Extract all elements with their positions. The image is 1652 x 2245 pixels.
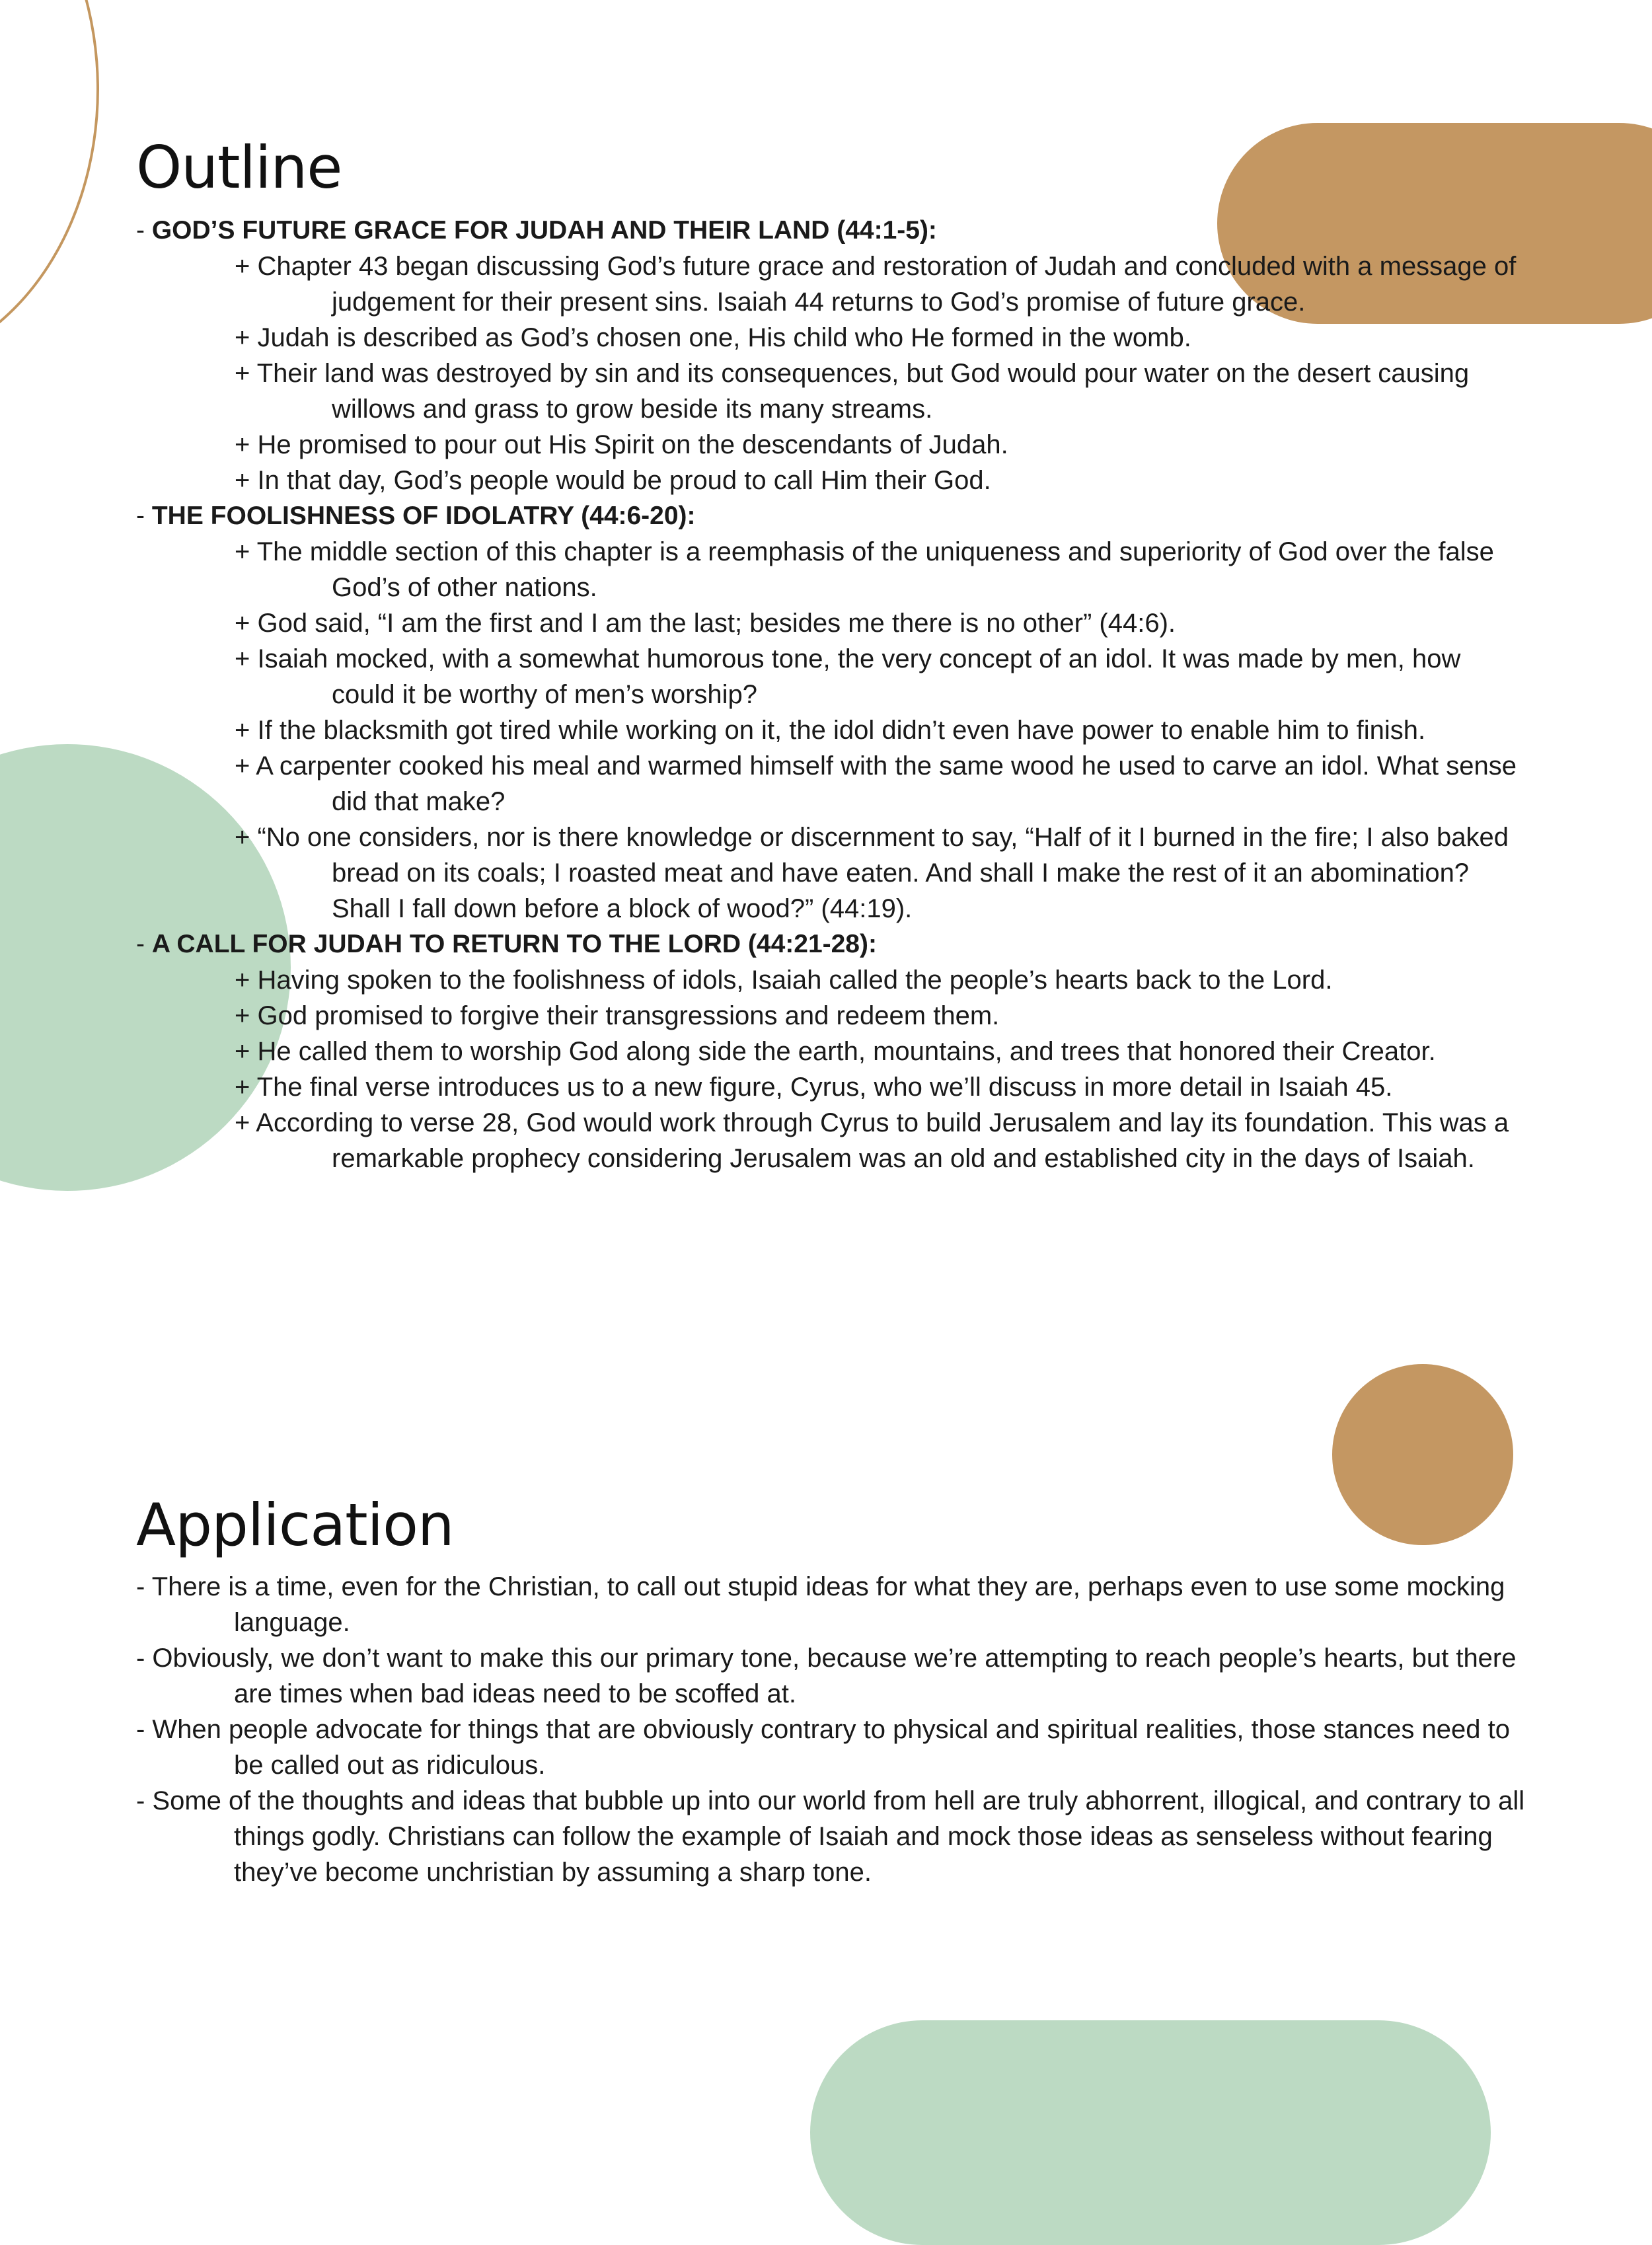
outline-bullet: + “No one considers, nor is there knowledge or discernment to say, “Half of it I burned in the fire; I also baked bread on its coals; I roasted meat and have eaten. And shall I make the rest of it an abomination? Shall I fall down before a block of wood?” (44:19). [235, 823, 1509, 923]
outline-bullet: + Their land was destroyed by sin and its consequences, but God would pour water on the desert causing willows and grass to grow beside its many streams. [235, 359, 1470, 424]
decorative-arc [0, 0, 99, 370]
section-heading: - A CALL FOR JUDAH TO RETURN TO THE LORD (44:21-28): [136, 930, 877, 958]
outline-bullet: + Isaiah mocked, with a somewhat humorous tone, the very concept of an idol. It was made by men, how could it be worthy of men’s worship? [235, 644, 1461, 709]
section-heading: - THE FOOLISHNESS OF IDOLATRY (44:6-20): [136, 502, 696, 530]
outline-bullet: + He called them to worship God along side the earth, mountains, and trees that honored their Creator. [235, 1037, 1436, 1066]
application-block [136, 1569, 1530, 1890]
decorative-tan-circle [1332, 1364, 1513, 1545]
outline-bullet: + According to verse 28, God would work through Cyrus to build Jerusalem and lay its foundation. This was a remarkable prophecy considering Jerusalem was an old and established city in the days of Isaiah. [235, 1108, 1509, 1173]
outline-bullet: + Having spoken to the foolishness of idols, Isaiah called the people’s hearts back to the Lord. [235, 966, 1333, 995]
application-title: Application [136, 1491, 454, 1559]
outline-bullet: + Judah is described as God’s chosen one, His child who He formed in the womb. [235, 323, 1191, 352]
outline-bullet: + If the blacksmith got tired while working on it, the idol didn’t even have power to enable him to finish. [235, 716, 1426, 745]
outline-bullet: + The final verse introduces us to a new figure, Cyrus, who we’ll discuss in more detail in Isaiah 45. [235, 1073, 1393, 1102]
outline-bullet: + God said, “I am the first and I am the last; besides me there is no other” (44:6). [235, 609, 1176, 638]
outline-block [136, 213, 1530, 1176]
outline-bullet: + He promised to pour out His Spirit on the descendants of Judah. [235, 430, 1008, 459]
application-item: - There is a time, even for the Christian, to call out stupid ideas for what they are, perhaps even to use some mocking language. [136, 1572, 1505, 1637]
section-heading: - GOD’S FUTURE GRACE FOR JUDAH AND THEIR LAND (44:1-5): [136, 216, 937, 245]
outline-bullet: + A carpenter cooked his meal and warmed himself with the same wood he used to carve an idol. What sense did that make? [235, 751, 1517, 816]
application-item: - When people advocate for things that are obviously contrary to physical and spiritual realities, those stances need to be called out as ridiculous. [136, 1715, 1510, 1780]
outline-bullet: + The middle section of this chapter is a reemphasis of the uniqueness and superiority of God over the false God’s of other nations. [235, 537, 1494, 602]
application-item: - Some of the thoughts and ideas that bubble up into our world from hell are truly abhorrent, illogical, and contrary to all things godly. Christians can follow the example of Isaiah and mock those ideas as senseless without fearing they’ve become unchristian by assuming a sharp tone. [136, 1786, 1525, 1887]
outline-bullet: + God promised to forgive their transgressions and redeem them. [235, 1001, 1000, 1030]
application-item: - Obviously, we don’t want to make this our primary tone, because we’re attempting to reach people’s hearts, but there are times when bad ideas need to be scoffed at. [136, 1644, 1517, 1708]
decorative-pill-bottom [810, 2020, 1491, 2245]
outline-bullet: + In that day, God’s people would be proud to call Him their God. [235, 466, 991, 495]
outline-title: Outline [136, 133, 342, 202]
outline-bullet: + Chapter 43 began discussing God’s future grace and restoration of Judah and concluded with a message of judgement for their present sins. Isaiah 44 returns to God’s promise of future grace. [235, 252, 1517, 317]
